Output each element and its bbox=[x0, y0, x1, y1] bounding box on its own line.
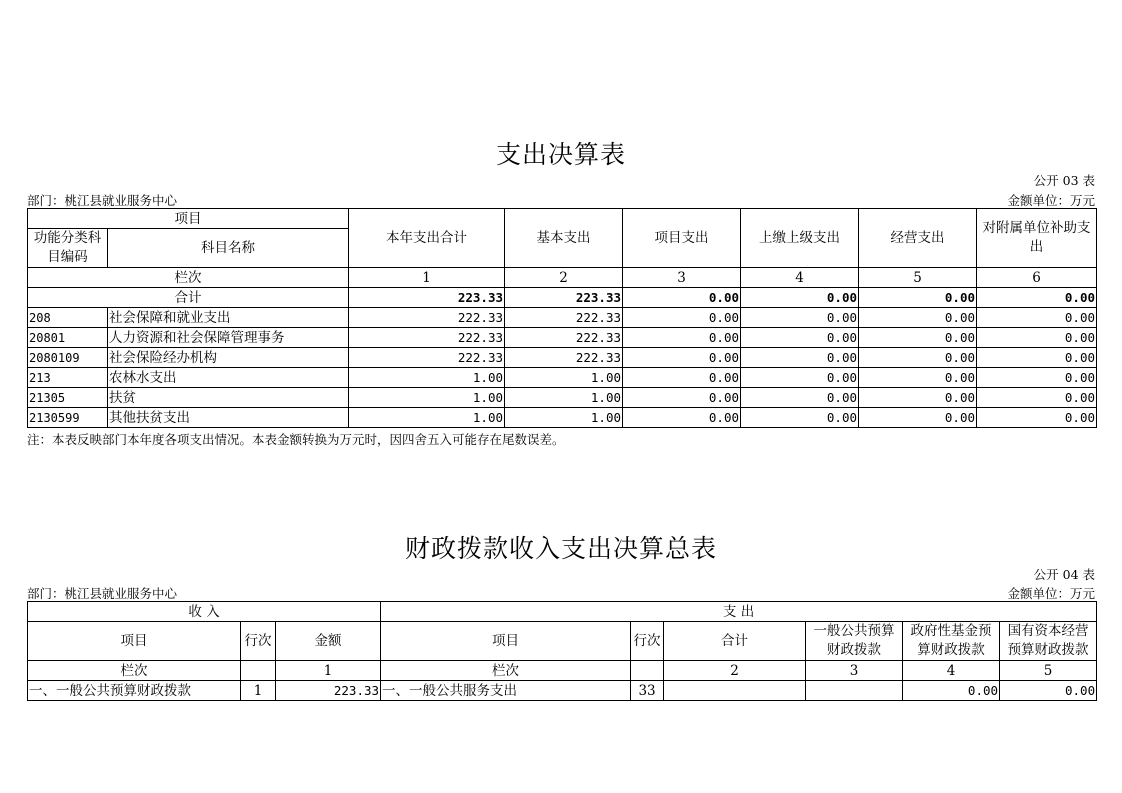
lanci-row bbox=[28, 268, 1097, 288]
amount-unit-label: 金额单位：万元 bbox=[1007, 586, 1095, 601]
table-row bbox=[28, 308, 1097, 328]
expenditure-table bbox=[27, 208, 1097, 428]
header-row bbox=[28, 602, 1097, 622]
value-cell: 222.33 bbox=[349, 328, 505, 348]
header-col-total: 本年支出合计 bbox=[349, 209, 505, 268]
subject-name-cell: 扶贫 bbox=[108, 388, 349, 408]
table-row bbox=[28, 368, 1097, 388]
amount-cell: 223.33 bbox=[276, 681, 381, 701]
value-cell: 0.00 bbox=[623, 348, 741, 368]
header-item: 项目 bbox=[28, 209, 349, 229]
expense-item-cell: 一、一般公共服务支出 bbox=[381, 681, 631, 701]
value-cell: 1.00 bbox=[349, 408, 505, 428]
value-cell: 0.00 bbox=[977, 388, 1097, 408]
value-cell: 1.00 bbox=[505, 388, 623, 408]
value-cell: 0.00 bbox=[977, 328, 1097, 348]
func-code-cell: 2080109 bbox=[28, 348, 108, 368]
header-col-subsidy: 对附属单位补助支出 bbox=[977, 209, 1097, 268]
lanci-cell: 1 bbox=[349, 268, 505, 288]
lanci-cell: 5 bbox=[1000, 661, 1097, 681]
value-cell: 0.00 bbox=[741, 348, 859, 368]
value-cell: 0.00 bbox=[859, 348, 977, 368]
header-state-capital: 国有资本经营预算财政拨款 bbox=[1000, 622, 1097, 661]
total-cell: 223.33 bbox=[505, 288, 623, 308]
value-cell: 0.00 bbox=[741, 408, 859, 428]
lanci-cell: 2 bbox=[505, 268, 623, 288]
lanci-cell bbox=[631, 661, 664, 681]
value-cell: 0.00 bbox=[977, 308, 1097, 328]
fiscal-summary-table bbox=[27, 601, 1097, 701]
value-cell: 1.00 bbox=[349, 388, 505, 408]
header-func-code: 功能分类科目编码 bbox=[28, 229, 108, 268]
table-row bbox=[28, 681, 1097, 701]
lanci-label: 栏次 bbox=[28, 268, 349, 288]
line-cell: 1 bbox=[241, 681, 276, 701]
header-item: 项目 bbox=[28, 622, 241, 661]
lanci-cell: 5 bbox=[859, 268, 977, 288]
header-subject-name: 科目名称 bbox=[108, 229, 349, 268]
header-col-basic: 基本支出 bbox=[505, 209, 623, 268]
value-cell: 222.33 bbox=[505, 308, 623, 328]
lanci-cell: 1 bbox=[276, 661, 381, 681]
value-cell: 222.33 bbox=[505, 328, 623, 348]
header-general-budget: 一般公共预算财政拨款 bbox=[806, 622, 903, 661]
value-cell: 0.00 bbox=[623, 308, 741, 328]
subject-name-cell: 社会保障和就业支出 bbox=[108, 308, 349, 328]
value-cell: 0.00 bbox=[977, 348, 1097, 368]
table-row bbox=[28, 388, 1097, 408]
table-row bbox=[28, 408, 1097, 428]
total-cell: 0.00 bbox=[859, 288, 977, 308]
value-cell: 0.00 bbox=[859, 388, 977, 408]
total-label: 合计 bbox=[28, 288, 349, 308]
func-code-cell: 2130599 bbox=[28, 408, 108, 428]
line-cell: 33 bbox=[631, 681, 664, 701]
value-cell: 0.00 bbox=[859, 368, 977, 388]
lanci-cell: 3 bbox=[806, 661, 903, 681]
header-line: 行次 bbox=[241, 622, 276, 661]
value-cell: 0.00 bbox=[623, 388, 741, 408]
header-gov-fund: 政府性基金预算财政拨款 bbox=[903, 622, 1000, 661]
value-cell: 0.00 bbox=[741, 368, 859, 388]
func-code-cell: 213 bbox=[28, 368, 108, 388]
lanci-cell bbox=[241, 661, 276, 681]
subject-name-cell: 其他扶贫支出 bbox=[108, 408, 349, 428]
value-cell: 0.00 bbox=[859, 328, 977, 348]
form-number: 公开 03 表 bbox=[1033, 173, 1095, 188]
total-cell: 0.00 bbox=[623, 288, 741, 308]
header-total: 合计 bbox=[664, 622, 806, 661]
lanci-cell: 2 bbox=[664, 661, 806, 681]
total-row bbox=[28, 288, 1097, 308]
value-cell: 0.00 bbox=[859, 408, 977, 428]
expenditure-table-title: 支出决算表 bbox=[495, 140, 626, 169]
value-cell: 1.00 bbox=[349, 368, 505, 388]
gov-fund-cell: 0.00 bbox=[903, 681, 1000, 701]
value-cell: 0.00 bbox=[741, 308, 859, 328]
lanci-cell: 4 bbox=[903, 661, 1000, 681]
value-cell: 1.00 bbox=[505, 408, 623, 428]
lanci-row bbox=[28, 661, 1097, 681]
value-cell: 222.33 bbox=[349, 308, 505, 328]
table-row bbox=[28, 348, 1097, 368]
value-cell: 0.00 bbox=[977, 408, 1097, 428]
table-note: 注：本表反映部门本年度各项支出情况。本表金额转换为万元时，因四舍五入可能存在尾数误差。 bbox=[27, 432, 565, 447]
func-code-cell: 20801 bbox=[28, 328, 108, 348]
subject-name-cell: 社会保险经办机构 bbox=[108, 348, 349, 368]
lanci-cell: 4 bbox=[741, 268, 859, 288]
header-row bbox=[28, 209, 1097, 229]
header-item: 项目 bbox=[381, 622, 631, 661]
income-header: 收 入 bbox=[28, 602, 381, 622]
value-cell: 0.00 bbox=[977, 368, 1097, 388]
subject-name-cell: 人力资源和社会保障管理事务 bbox=[108, 328, 349, 348]
value-cell: 0.00 bbox=[741, 328, 859, 348]
amount-unit-label: 金额单位：万元 bbox=[1007, 193, 1095, 208]
total-cell: 223.33 bbox=[349, 288, 505, 308]
header-row bbox=[28, 622, 1097, 661]
header-col-project: 项目支出 bbox=[623, 209, 741, 268]
value-cell: 0.00 bbox=[741, 388, 859, 408]
lanci-cell: 3 bbox=[623, 268, 741, 288]
value-cell: 1.00 bbox=[505, 368, 623, 388]
fiscal-table-title: 财政拨款收入支出决算总表 bbox=[404, 534, 717, 563]
func-code-cell: 208 bbox=[28, 308, 108, 328]
general-budget-cell bbox=[806, 681, 903, 701]
value-cell: 0.00 bbox=[623, 368, 741, 388]
lanci-label: 栏次 bbox=[28, 661, 241, 681]
value-cell: 0.00 bbox=[623, 408, 741, 428]
value-cell: 0.00 bbox=[859, 308, 977, 328]
header-amount: 金额 bbox=[276, 622, 381, 661]
total-cell bbox=[664, 681, 806, 701]
department-label: 部门：桃江县就业服务中心 bbox=[27, 193, 178, 208]
lanci-label: 栏次 bbox=[381, 661, 631, 681]
value-cell: 0.00 bbox=[623, 328, 741, 348]
header-line: 行次 bbox=[631, 622, 664, 661]
table-row bbox=[28, 328, 1097, 348]
func-code-cell: 21305 bbox=[28, 388, 108, 408]
value-cell: 222.33 bbox=[505, 348, 623, 368]
lanci-cell: 6 bbox=[977, 268, 1097, 288]
income-item-cell: 一、一般公共预算财政拨款 bbox=[28, 681, 241, 701]
header-col-remit: 上缴上级支出 bbox=[741, 209, 859, 268]
total-cell: 0.00 bbox=[741, 288, 859, 308]
value-cell: 222.33 bbox=[349, 348, 505, 368]
department-label: 部门：桃江县就业服务中心 bbox=[27, 586, 178, 601]
expense-header: 支 出 bbox=[381, 602, 1097, 622]
total-cell: 0.00 bbox=[977, 288, 1097, 308]
form-number: 公开 04 表 bbox=[1033, 567, 1095, 582]
subject-name-cell: 农林水支出 bbox=[108, 368, 349, 388]
header-col-business: 经营支出 bbox=[859, 209, 977, 268]
state-capital-cell: 0.00 bbox=[1000, 681, 1097, 701]
